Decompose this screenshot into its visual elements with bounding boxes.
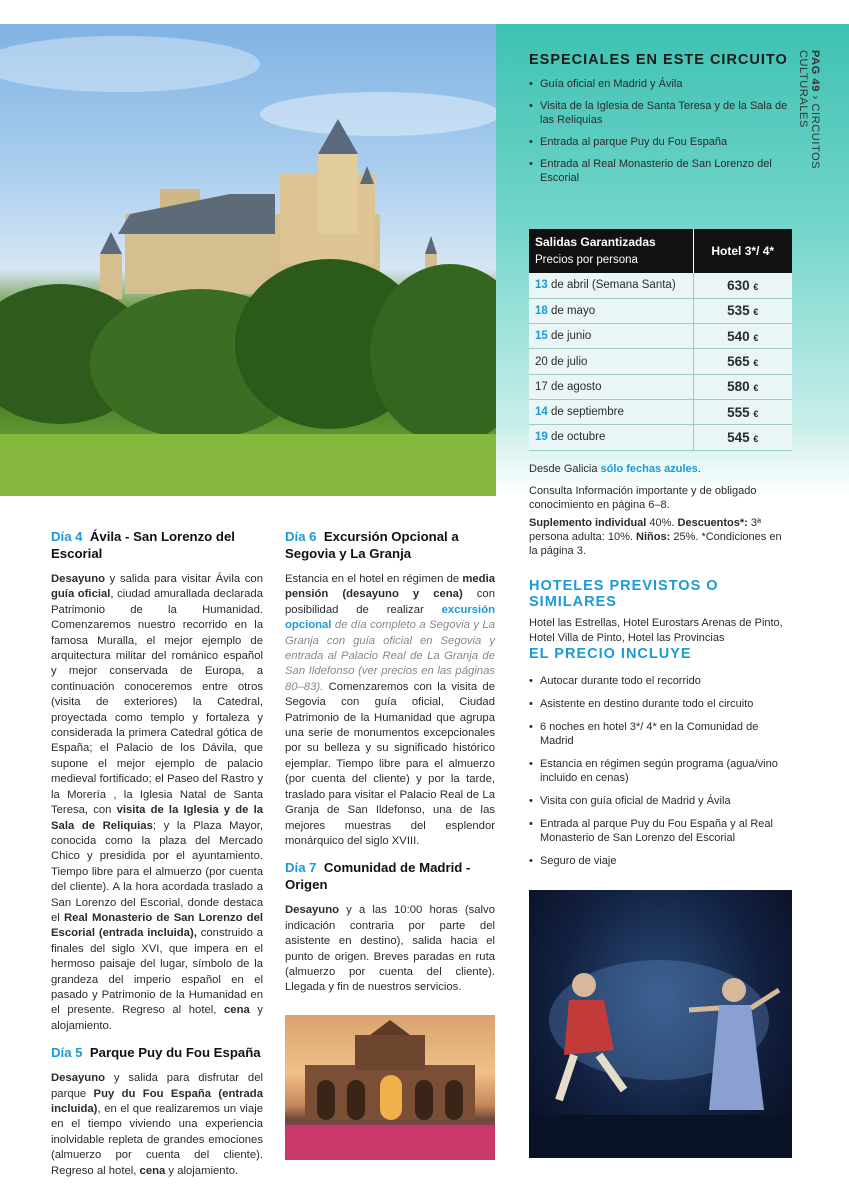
puerta-de-alcala-illustration	[285, 1015, 495, 1160]
table-row	[529, 374, 792, 399]
day-title: Excursión Opcional a Segovia y La Granja	[285, 529, 459, 561]
includes-title: EL PRECIO INCLUYE	[529, 646, 692, 662]
page-spine-label	[797, 50, 821, 230]
day-6-text: Estancia en el hotel en régimen de media pensión (desayuno y cena) con posibilidad de realizar excursión opcional de día completo a Segovia y La Granja con guía oficial en Segovia y entrada al Palacio Real de La Granja de San Ildefonso (ver precios en las páginas 80–83). Comenzaremos con la visita de Segovia con guía oficial, Ciudad Patrimonio de la Humanidad que agrupa una serie de monumentos excepcionales por su belleza y su significado histórico ejemplar. Tiempo libre para el almuerzo (por cuenta del cliente) y por la tarde, traslado para visitar el Palacio Real de La Granja de San Ildefonso, una de las mejores muestras del esplendor monárquico del siglo XVIII.	[285, 573, 496, 847]
list-item: • Guía oficial en Madrid y Ávila	[529, 77, 797, 91]
price-value: 545	[727, 429, 750, 445]
date-day: 13	[535, 279, 548, 292]
date-month: de octubre	[547, 431, 606, 444]
price-cell	[693, 399, 792, 424]
dancers-illustration	[529, 890, 792, 1158]
specials-section	[529, 52, 797, 193]
currency-symbol: €	[753, 383, 759, 394]
date-month: de agosto	[547, 380, 602, 393]
includes-list	[529, 674, 791, 868]
list-item: • Seguro de viaje	[529, 854, 791, 868]
table-header-hotel: Hotel 3*/ 4*	[693, 229, 792, 273]
currency-symbol: €	[753, 332, 759, 343]
table-row	[529, 298, 792, 323]
date-day: 15	[535, 330, 548, 343]
price-value: 630	[727, 277, 750, 293]
prices-table	[529, 229, 792, 451]
header-subtitle: Precios por persona	[535, 254, 638, 266]
galicia-suffix: .	[697, 463, 701, 475]
date-day: 19	[535, 431, 548, 444]
header-title: Salidas Garantizadas	[535, 235, 656, 249]
day-5-heading	[51, 1044, 263, 1061]
day-4-text: Desayuno y salida para visitar Ávila con guía oficial, ciudad amurallada declarada Patrimonio de la Humanidad. Comenzaremos nuestro recorrido en la famosa Muralla, el mejor ejemplo de arquitectura militar del románico español y mejor conservada de Europa, a continuación conoceremos entre otros (visita de exteriores) la Catedral, proyectada como templo y fortaleza y considerada la primera Catedral gótica de España; el Palacio de los Dávila, que supone el mejor ejemplo de palacio medieval fortificado; el Paseo del Rastro y la Morería , la Iglesia Natal de Santa Teresa, con visita de la Iglesia y de la Sala de Reliquias; y la Plaza Mayor, conocida como la plaza del Mercado Chico y presidida por el ayuntamiento. Tiempo libre para el almuerzo (por cuenta del cliente). A la hora acordada traslado a San Lorenzo del Escorial, donde destaca el Real Monasterio de San Lorenzo del Escorial (entrada incluida), construido a finales del siglo XVI, que impera en el hermoso paisaje del lugar, símbolo de la grandeza del imperio español en el pasado y Patrimonio de la Humanidad en el presente. Regreso al hotel, cena y alojamiento.	[51, 573, 264, 1032]
discounts-label: Descuentos*:	[677, 517, 748, 529]
puerta-de-alcala-photo	[285, 1015, 495, 1160]
price-value: 555	[727, 404, 750, 420]
section-label: CIRCUITOS CULTURALES	[797, 50, 821, 170]
currency-symbol: €	[753, 433, 759, 444]
list-item: • 6 noches en hotel 3*/ 4* en la Comunidad de Madrid	[529, 720, 791, 748]
hotels-section	[529, 578, 799, 646]
currency-symbol: €	[753, 358, 759, 369]
date-day: 20	[535, 355, 548, 368]
day-title: Ávila - San Lorenzo del Escorial	[51, 529, 235, 561]
price-cell	[693, 298, 792, 323]
day-title: Comunidad de Madrid - Origen	[285, 860, 471, 893]
itinerary-column-1	[51, 528, 263, 1189]
date-cell	[529, 399, 693, 424]
discounts-value: 3ª persona adulta: 10%.	[529, 517, 762, 543]
table-row	[529, 399, 792, 424]
price-value: 535	[727, 303, 750, 319]
date-day: 14	[535, 406, 548, 419]
date-day: 18	[535, 304, 548, 317]
currency-symbol: €	[753, 408, 759, 419]
itinerary-column-2	[285, 528, 495, 1006]
date-cell	[529, 349, 693, 374]
list-item: • Entrada al parque Puy du Fou España y al Real Monasterio de San Lorenzo del Escorial	[529, 817, 791, 845]
table-header-row	[529, 229, 792, 273]
day-5-text: Desayuno y salida para disfrutar del parque Puy du Fou España (entrada incluida), en el que realizaremos un viaje en el tiempo viviendo una experiencia inolvidable repleta de grandes emociones (almuerzo por cuenta del cliente). Regreso al hotel, cena y alojamiento.	[51, 1072, 263, 1177]
specials-list	[529, 77, 797, 185]
date-cell	[529, 298, 693, 323]
currency-symbol: €	[753, 281, 759, 292]
price-cell	[693, 425, 792, 450]
date-cell	[529, 425, 693, 450]
list-item: • Entrada al Real Monasterio de San Lorenzo del Escorial	[529, 157, 797, 185]
day-6-heading	[285, 528, 495, 562]
children-label: Niños:	[636, 531, 671, 543]
price-cell	[693, 324, 792, 349]
list-item: • Visita con guía oficial de Madrid y Ávila	[529, 794, 791, 808]
table-row	[529, 324, 792, 349]
notes-section	[529, 462, 791, 566]
day-number: Día 5	[51, 1045, 83, 1061]
children-value: 25%. *Condiciones en la página 3.	[529, 531, 782, 557]
day-7-text: Desayuno y a las 10:00 horas (salvo indicación contraria por parte del asistente en destino), salida hacia el punto de origen. Breves paradas en ruta (almuerzo por cuenta del cliente). Llegada y fin de nuestros servicios.	[285, 904, 495, 994]
day-7-heading	[285, 859, 495, 893]
price-value: 580	[727, 379, 750, 395]
spine-arrow-icon: ›	[809, 95, 821, 104]
list-item: • Asistente en destino durante todo el circuito	[529, 697, 791, 711]
day-4-heading	[51, 528, 263, 562]
price-cell	[693, 349, 792, 374]
galicia-accent: sólo fechas azules	[600, 463, 698, 475]
hotels-title: HOTELES PREVISTOS O SIMILARES	[529, 578, 719, 610]
page-number: PAG 49	[809, 50, 821, 92]
price-value: 540	[727, 328, 750, 344]
specials-title: ESPECIALES EN ESTE CIRCUITO	[529, 52, 788, 68]
includes-section	[529, 646, 791, 877]
table-row	[529, 273, 792, 298]
list-item: • Autocar durante todo el recorrido	[529, 674, 791, 688]
table-row	[529, 425, 792, 450]
puy-du-fou-show-photo	[529, 890, 792, 1158]
galicia-prefix: Desde Galicia	[529, 463, 601, 475]
list-item: • Entrada al parque Puy du Fou España	[529, 135, 797, 149]
hotels-text: Hotel las Estrellas, Hotel Eurostars Arenas de Pinto, Hotel Villa de Pinto, Hotel las Provincias	[529, 617, 783, 644]
castle-photo	[0, 24, 496, 496]
supplement-value: 40%.	[646, 517, 678, 529]
date-month: de junio	[547, 330, 592, 343]
table-body	[529, 273, 792, 450]
date-month: de mayo	[547, 304, 596, 317]
day-number: Día 4	[51, 529, 83, 544]
day-number: Día 7	[285, 860, 317, 876]
table-header-dates	[529, 229, 693, 273]
price-value: 565	[727, 354, 750, 370]
date-month: de julio	[547, 355, 588, 368]
list-item: • Estancia en régimen según programa (agua/vino incluido en cenas)	[529, 757, 791, 785]
table-row	[529, 349, 792, 374]
supplement-note	[529, 516, 791, 558]
consulta-note: Consulta Información importante y de obligado conocimiento en página 6–8.	[529, 485, 757, 511]
date-cell	[529, 273, 693, 298]
list-item: • Visita de la Iglesia de Santa Teresa y de la Sala de las Reliquias	[529, 99, 797, 127]
castle-illustration	[0, 24, 496, 496]
day-title: Parque Puy du Fou España	[89, 1045, 261, 1061]
date-day: 17	[535, 380, 548, 393]
price-cell	[693, 374, 792, 399]
price-cell	[693, 273, 792, 298]
date-month: de septiembre	[547, 406, 624, 419]
date-cell	[529, 324, 693, 349]
day-number: Día 6	[285, 529, 317, 544]
currency-symbol: €	[753, 307, 759, 318]
supplement-label: Suplemento individual	[529, 517, 647, 529]
galicia-note	[529, 462, 791, 476]
date-cell	[529, 374, 693, 399]
date-month: de abril (Semana Santa)	[547, 279, 676, 292]
